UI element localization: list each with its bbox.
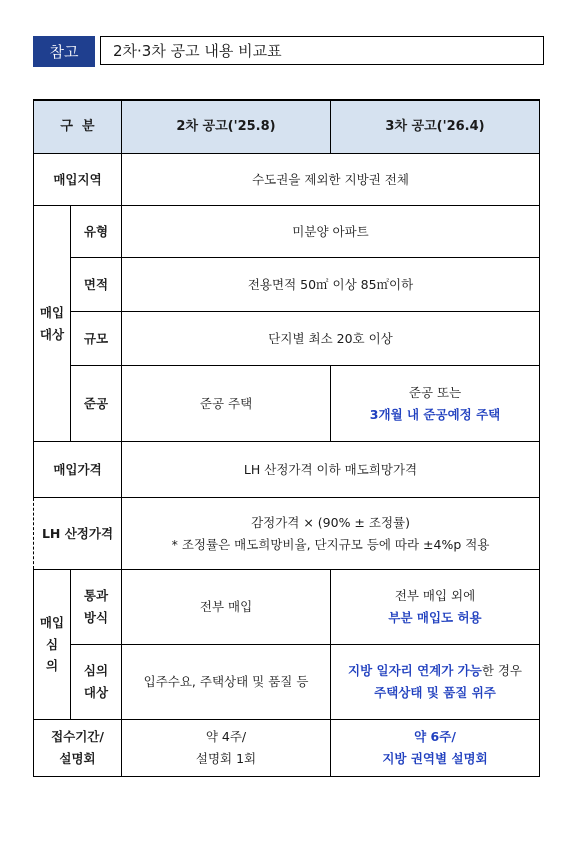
table-row-scale [34, 312, 540, 366]
completion-round3: 준공 또는 3개월 내 준공예정 주택 [331, 366, 540, 442]
method-round3: 전부 매입 외에 부분 매입도 허용 [331, 570, 540, 645]
period-round3: 약 6주/ 지방 권역별 설명회 [331, 720, 540, 777]
region-label: 매입지역 [34, 154, 122, 206]
target-group-label: 매입 대상 [34, 206, 71, 442]
subject-label: 심의 대상 [71, 645, 122, 720]
table-row-subject [34, 645, 540, 720]
type-label: 유형 [71, 206, 122, 258]
completion-label: 준공 [71, 366, 122, 442]
table-row-area [34, 258, 540, 312]
subject-round2: 입주수요, 주택상태 및 품질 등 [122, 645, 331, 720]
table-row-completion [34, 366, 540, 442]
header-round2: 2차 공고('25.8) [122, 100, 331, 154]
document-title: 2차·3차 공고 내용 비교표 [100, 36, 544, 65]
scale-label: 규모 [71, 312, 122, 366]
region-value: 수도권을 제외한 지방권 전체 [122, 154, 540, 206]
scale-value: 단지별 최소 20호 이상 [122, 312, 540, 366]
reference-header [33, 36, 544, 67]
method-round2: 전부 매입 [122, 570, 331, 645]
period-label: 접수기간/ 설명회 [34, 720, 122, 777]
period-round2: 약 4주/ 설명회 1회 [122, 720, 331, 777]
table-row-period [34, 720, 540, 777]
lh-price-value: 감정가격 × (90% ± 조정률) * 조정률은 매도희망비율, 단지규모 등에 따라 ±4%p 적용 [122, 498, 540, 570]
comparison-table [33, 99, 540, 777]
table-row-region [34, 154, 540, 206]
type-value: 미분양 아파트 [122, 206, 540, 258]
subject-round3: 지방 일자리 연계가 가능한 경우 주택상태 및 품질 위주 [331, 645, 540, 720]
table-row-price [34, 442, 540, 498]
header-category: 구 분 [34, 100, 122, 154]
price-label: 매입가격 [34, 442, 122, 498]
table-row-type [34, 206, 540, 258]
lh-price-label: LH 산정가격 [34, 498, 122, 570]
header-round3: 3차 공고('26.4) [331, 100, 540, 154]
table-header-row [34, 100, 540, 154]
price-value: LH 산정가격 이하 매도희망가격 [122, 442, 540, 498]
review-group-label: 매입심 의 [34, 570, 71, 720]
method-label: 통과 방식 [71, 570, 122, 645]
table-row-method [34, 570, 540, 645]
completion-round2: 준공 주택 [122, 366, 331, 442]
reference-tag: 참고 [33, 36, 95, 67]
area-value: 전용면적 50㎡ 이상 85㎡이하 [122, 258, 540, 312]
table-row-lh-price [34, 498, 540, 570]
area-label: 면적 [71, 258, 122, 312]
